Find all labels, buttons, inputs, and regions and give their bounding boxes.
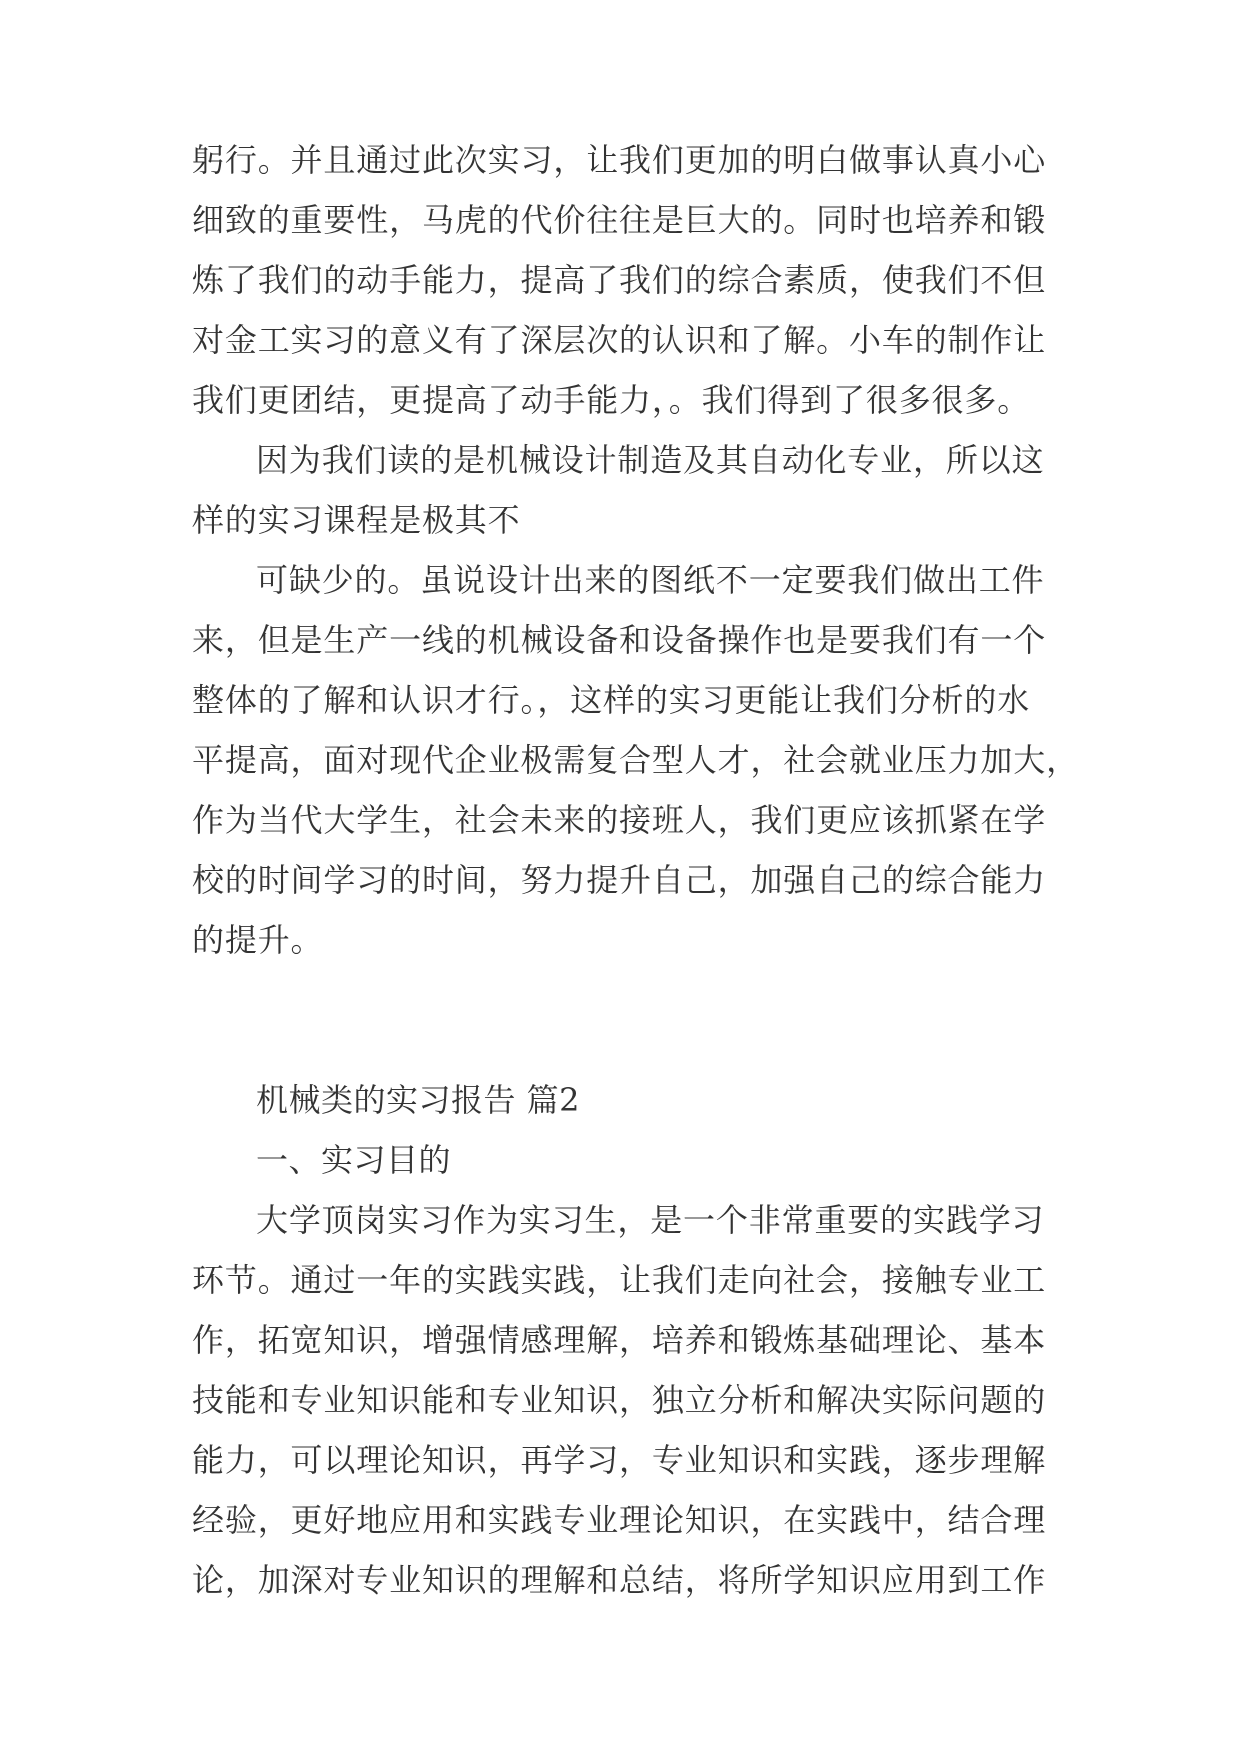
text-line: 我们更团结，更提高了动手能力，。我们得到了很多很多。 — [192, 381, 1031, 419]
text-line: 炼了我们的动手能力，提高了我们的综合素质，使我们不但 — [192, 261, 1047, 299]
section-title: 机械类的实习报告 篇2 — [256, 1081, 581, 1119]
section-subtitle: 一、实习目的 — [256, 1141, 452, 1179]
text-line: 来，但是生产一线的机械设备和设备操作也是要我们有一个 — [192, 621, 1047, 659]
text-line: 作，拓宽知识，增强情感理解，培养和锻炼基础理论、基本 — [192, 1321, 1047, 1359]
text-line: 因为我们读的是机械设计制造及其自动化专业，所以这 — [256, 441, 1045, 479]
text-line: 细致的重要性，马虎的代价往往是巨大的。同时也培养和锻 — [192, 201, 1047, 239]
text-line: 作为当代大学生，社会未来的接班人，我们更应该抓紧在学 — [192, 801, 1047, 839]
text-line: 躬行。并且通过此次实习，让我们更加的明白做事认真小心 — [192, 141, 1047, 179]
text-line: 能力，可以理论知识，再学习，专业知识和实践，逐步理解 — [192, 1441, 1047, 1479]
paragraph-continuation — [192, 130, 1056, 430]
text-line: 大学顶岗实习作为实习生，是一个非常重要的实践学习 — [256, 1201, 1045, 1239]
text-line: 校的时间学习的时间，努力提升自己，加强自己的综合能力 — [192, 861, 1047, 899]
paragraph-major — [192, 430, 1056, 550]
text-line: 技能和专业知识能和专业知识，独立分析和解决实际问题的 — [192, 1381, 1047, 1419]
text-line: 的提升。 — [192, 921, 324, 959]
document-body — [192, 130, 1079, 1610]
text-line: 可缺少的。虽说设计出来的图纸不一定要我们做出工件 — [256, 561, 1045, 599]
text-line: 整体的了解和认识才行。，这样的实习更能让我们分析的水 — [192, 681, 1031, 719]
text-line: 对金工实习的意义有了深层次的认识和了解。小车的制作让 — [192, 321, 1047, 359]
section-gap — [192, 970, 1056, 1070]
text-line: 样的实习课程是极其不 — [192, 501, 521, 539]
text-line: 经验，更好地应用和实践专业理论知识，在实践中，结合理 — [192, 1501, 1047, 1539]
text-line: 环节。通过一年的实践实践，让我们走向社会，接触专业工 — [192, 1261, 1047, 1299]
paragraph-importance — [192, 550, 1079, 970]
paragraph-purpose — [192, 1190, 1056, 1610]
text-line: 平提高，面对现代企业极需复合型人才，社会就业压力加大， — [192, 741, 1079, 779]
text-line: 论，加深对专业知识的理解和总结，将所学知识应用到工作 — [192, 1561, 1047, 1599]
